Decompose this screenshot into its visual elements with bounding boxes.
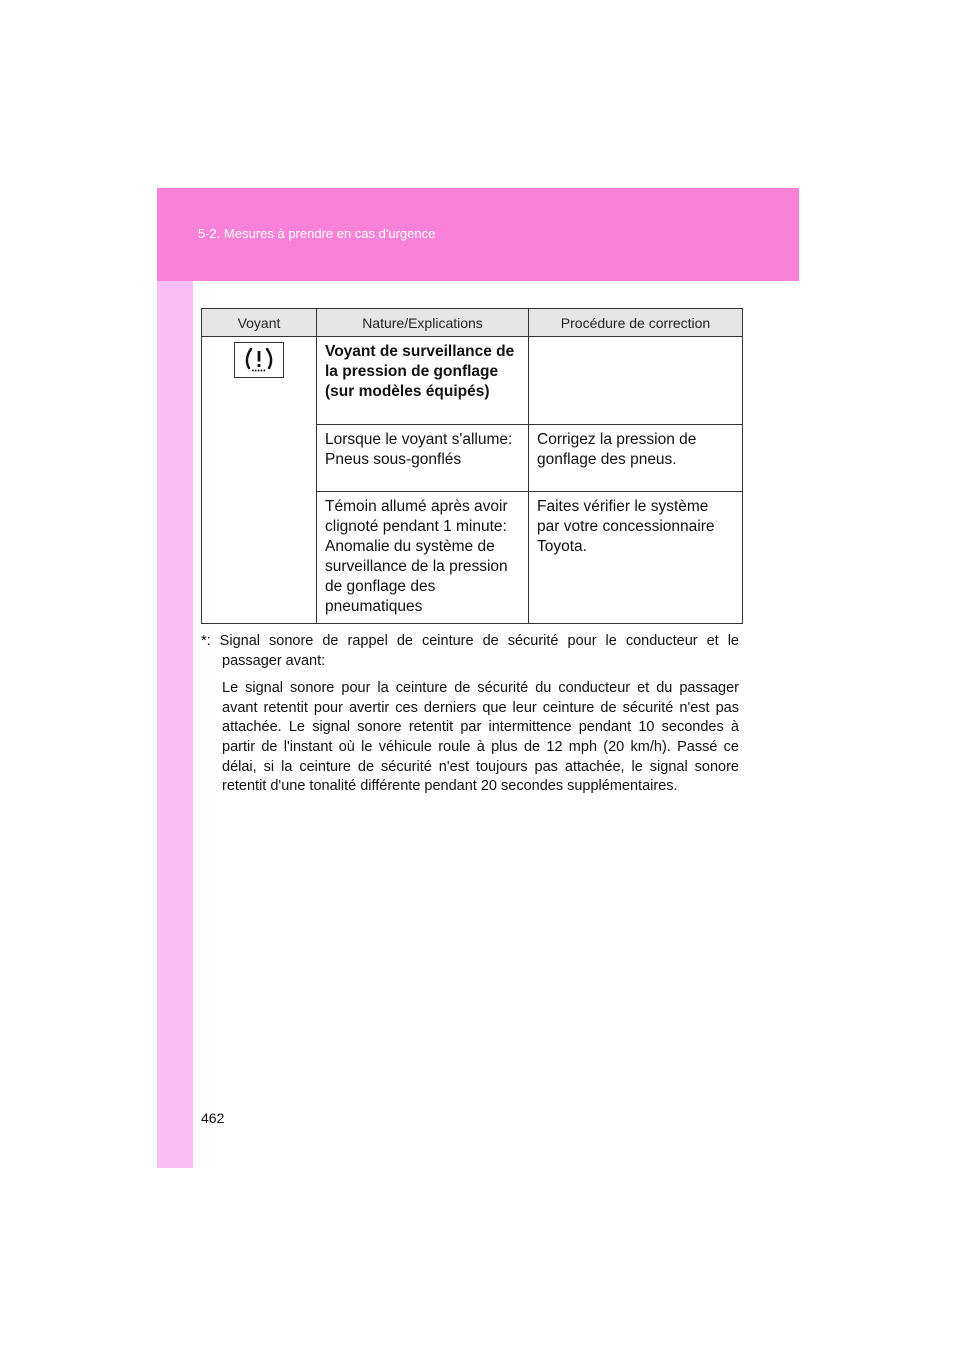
procedure-cell-correct-pressure: Corrigez la pression de gonflage des pneus. [529, 425, 743, 492]
footnote-body: Le signal sonore pour la ceinture de sécurité du conducteur et du passager avant retentit pour avertir ces derniers que leur ceinture de sécurité n'est pas attachée. Le signal sonore retentit par intermittence pendant 10 secondes à partir de l'instant où le véhicule roule à plus de 12 mph (20 km/h). Passé ce délai, si la ceinture de sécurité n'est toujours pas attachée, le signal sonore retentit d'une tonalité différente pendant 20 secondes supplémentaires. [222, 680, 739, 795]
column-header-voyant: Voyant [202, 309, 317, 337]
tire-pressure-warning-icon [234, 342, 284, 378]
icon-cell [202, 337, 317, 624]
procedure-cell-empty [529, 337, 743, 425]
footnote-heading: *: Signal sonore de rappel de ceinture de sécurité pour le conducteur et le [201, 633, 739, 649]
nature-cell-underinflated: Lorsque le voyant s'allume: Pneus sous-gonflés [317, 425, 529, 492]
footnote-heading-continued: passager avant: [222, 652, 326, 669]
procedure-cell-check-system: Faites vérifier le système par votre concessionnaire Toyota. [529, 492, 743, 624]
table-header-row [202, 309, 743, 337]
section-title: 5-2. Mesures à prendre en cas d'urgence [198, 226, 436, 241]
column-header-nature: Nature/Explications [317, 309, 529, 337]
side-strip [157, 188, 193, 1168]
footnote [201, 632, 739, 797]
column-header-procedure: Procédure de correction [529, 309, 743, 337]
nature-cell-malfunction: Témoin allumé après avoir clignoté pendant 1 minute: Anomalie du système de surveillance de la pression de gonflage des pneumatiques [317, 492, 529, 624]
nature-cell-title: Voyant de surveillance de la pression de gonflage (sur modèles équipés) [317, 337, 529, 425]
page-number: 462 [201, 1110, 225, 1126]
indicator-table [201, 308, 743, 624]
table-row [202, 337, 743, 425]
